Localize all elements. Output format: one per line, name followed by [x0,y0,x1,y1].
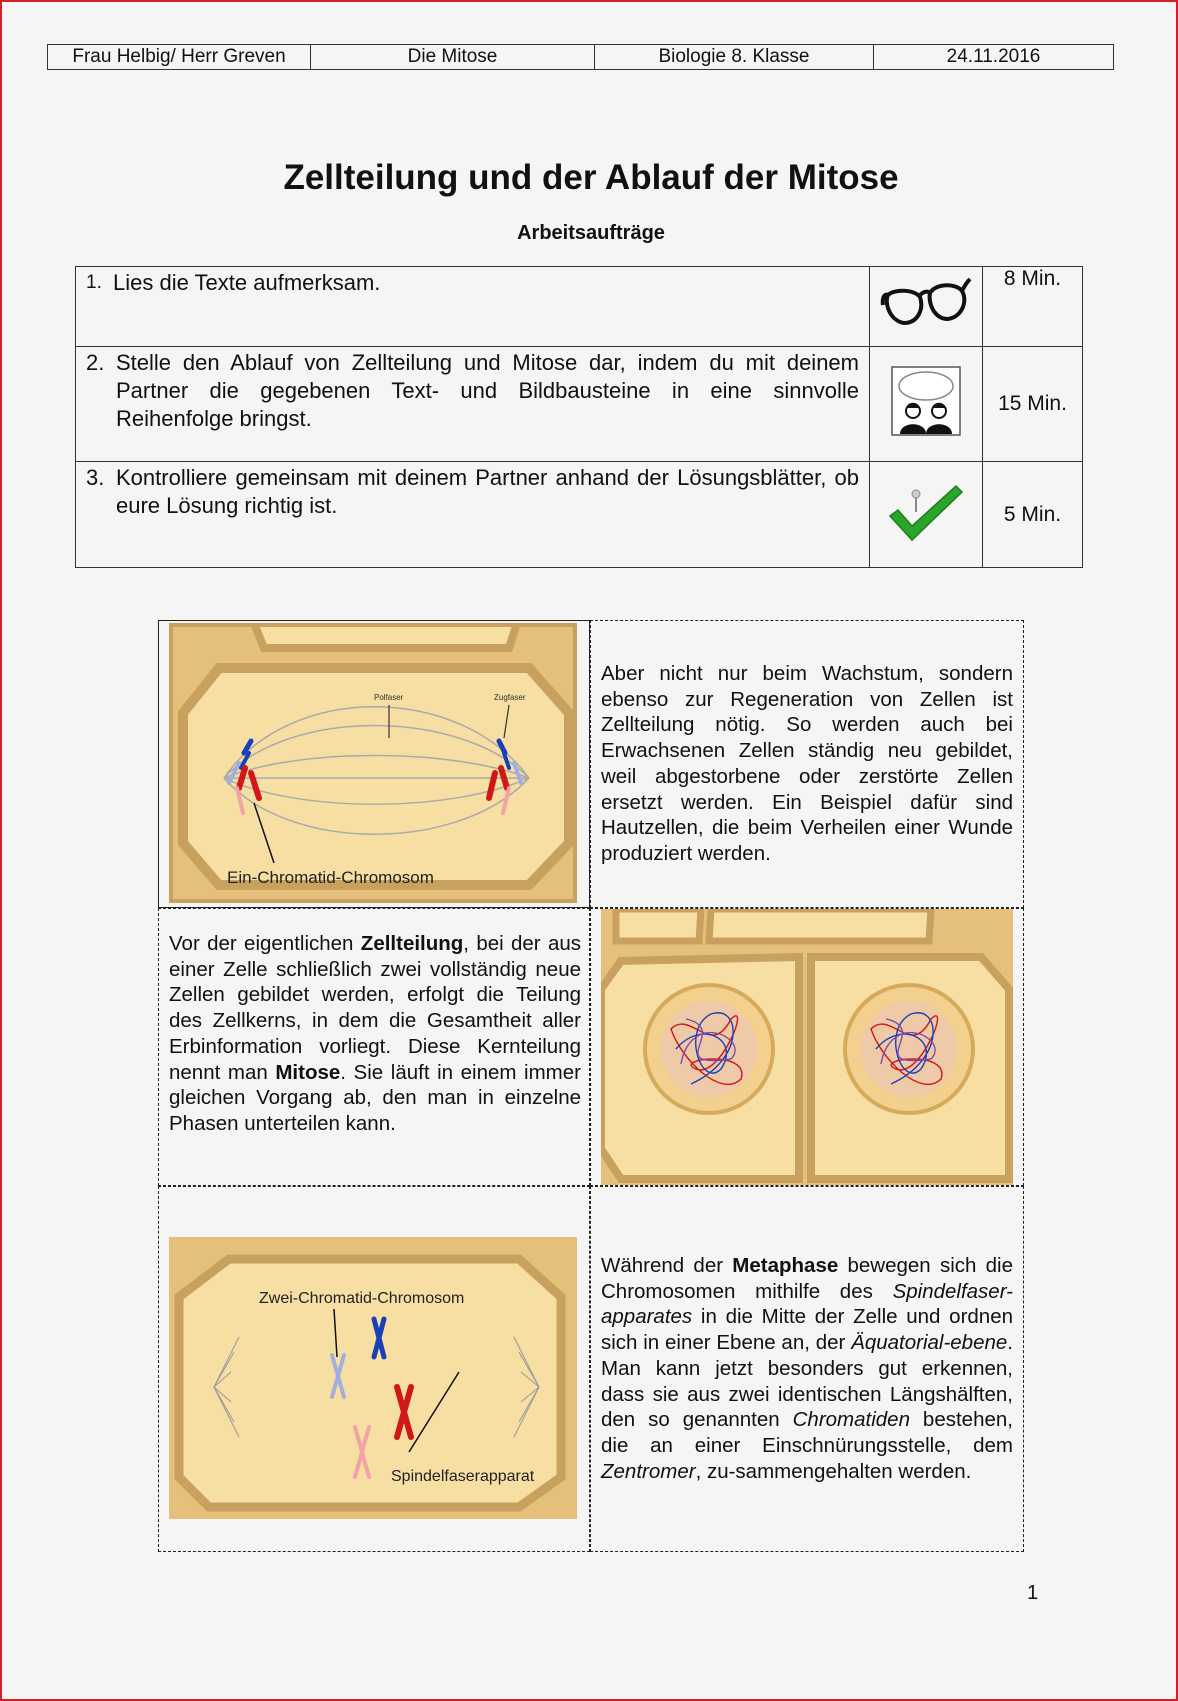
task-time: 15 Min. [983,347,1083,462]
card-grid [158,620,1024,1552]
header-teacher: Frau Helbig/ Herr Greven [48,45,311,69]
task-icon-cell [870,267,983,347]
header-subject: Biologie 8. Klasse [595,45,874,69]
metaphase-text-part: , zu-sammengehalten werden. [695,1459,972,1483]
page-title: Zellteilung und der Ablauf der Mitose [283,158,899,197]
intro-text-part: Vor der eigentlichen [169,932,361,955]
metaphase-paragraph [601,1253,1013,1484]
metaphase-italic-term: Spindelfaser-apparates [601,1279,1013,1329]
metaphase-text-part: Während der [601,1254,733,1277]
task-number: 1. [86,272,102,293]
task-text: Kontrolliere gemeinsam mit deinem Partner anhand der Lösungsblätter, ob eure Lösung richtig ist. [116,465,859,518]
task-number: 3. [86,465,105,490]
page-number: 1 [1027,1582,1039,1604]
growth-paragraph: Aber nicht nur beim Wachstum, sondern ebenso zur Regeneration von Zellen ist Zellteilung nötig. So werden auch bei Erwachsenen Zellen ständig neu gebildet, weil abgestorbene oder zerstörte Zellen ersetzt werden. Ein Beispiel dafür sind Hautzellen, die beim Verheilen einer Wunde produziert werden. [601,662,1013,865]
card-metaphase-image [158,1186,590,1552]
metaphase-illustration [169,1237,577,1519]
label-one-chromatid: Ein-Chromatid-Chromosom [227,868,434,887]
task-row [76,462,1083,568]
card-interphase-image [590,908,1024,1186]
metaphase-italic-term: Äquatorial-ebene [851,1331,1008,1355]
task-time: 5 Min. [983,462,1083,568]
metaphase-text-part: bestehen, die an einer Einschnürungsstelle, dem [601,1408,1013,1457]
intro-bold-term: Zellteilung [360,932,464,955]
header-topic: Die Mitose [311,45,595,69]
label-spindle-apparatus: Spindelfaserapparat [391,1468,535,1485]
card-metaphase-text [590,1186,1024,1552]
task-time: 8 Min. [983,267,1083,347]
anaphase-illustration [169,623,577,903]
partner-talk-icon [891,366,961,436]
label-pull-fiber: Zugfaser [494,693,526,702]
page-subtitle: Arbeitsaufträge [517,222,665,244]
intro-text-part: . Sie läuft in einem immer gleichen Vorgang ab, den man in einzelne Phasen unterteilen kann. [169,1060,581,1135]
task-row [76,347,1083,462]
card-growth-text [590,620,1024,908]
header-date: 24.11.2016 [946,46,1041,67]
interphase-illustration [601,909,1013,1185]
intro-text-part: , bei der aus einer Zelle schließlich zwei vollständig neue Zellen gebildet werden, erfolgt die Teilung des Zellkerns, in dem die Gesamtheit aller Erbinformation vorliegt. Diese Kernteilung nennt man [169,932,581,1084]
label-pole-fiber: Polfaser [374,693,404,702]
task-text-cell [76,462,870,568]
task-text: Lies die Texte aufmerksam. [113,270,381,295]
task-text-cell [76,267,870,347]
intro-bold-term: Mitose [275,1060,341,1084]
metaphase-text-part: bewegen sich die Chromosomen mithilfe des [601,1254,1013,1303]
checkmark-icon [886,480,966,544]
task-number: 2. [86,350,105,375]
intro-paragraph [169,931,581,1137]
task-text: Stelle den Ablauf von Zellteilung und Mitose dar, indem du mit deinem Partner die gegebenen Text- und Bildbausteine in eine sinnvolle Reihenfolge bringst. [116,350,859,431]
task-text-cell [76,347,870,462]
header-table [47,44,1114,70]
metaphase-italic-term: Chromatiden [792,1408,910,1432]
card-intro-text [158,908,590,1186]
task-icon-cell [870,347,983,462]
task-icon-cell [870,462,983,568]
metaphase-text-part: . Man kann jetzt besonders gut erkennen, dass sie aus zwei identischen Längshälften, den so genannten [601,1331,1013,1432]
metaphase-italic-term: Zentromer [601,1459,696,1483]
task-row [76,267,1083,347]
metaphase-bold-term: Metaphase [732,1254,839,1277]
label-two-chromatid: Zwei-Chromatid-Chromosom [259,1290,465,1307]
task-table [75,266,1083,568]
card-anaphase-image [158,620,590,908]
metaphase-text-part: in die Mitte der Zelle und ordnen sich in einer Ebene an, der [601,1305,1013,1355]
glasses-icon [880,273,972,335]
